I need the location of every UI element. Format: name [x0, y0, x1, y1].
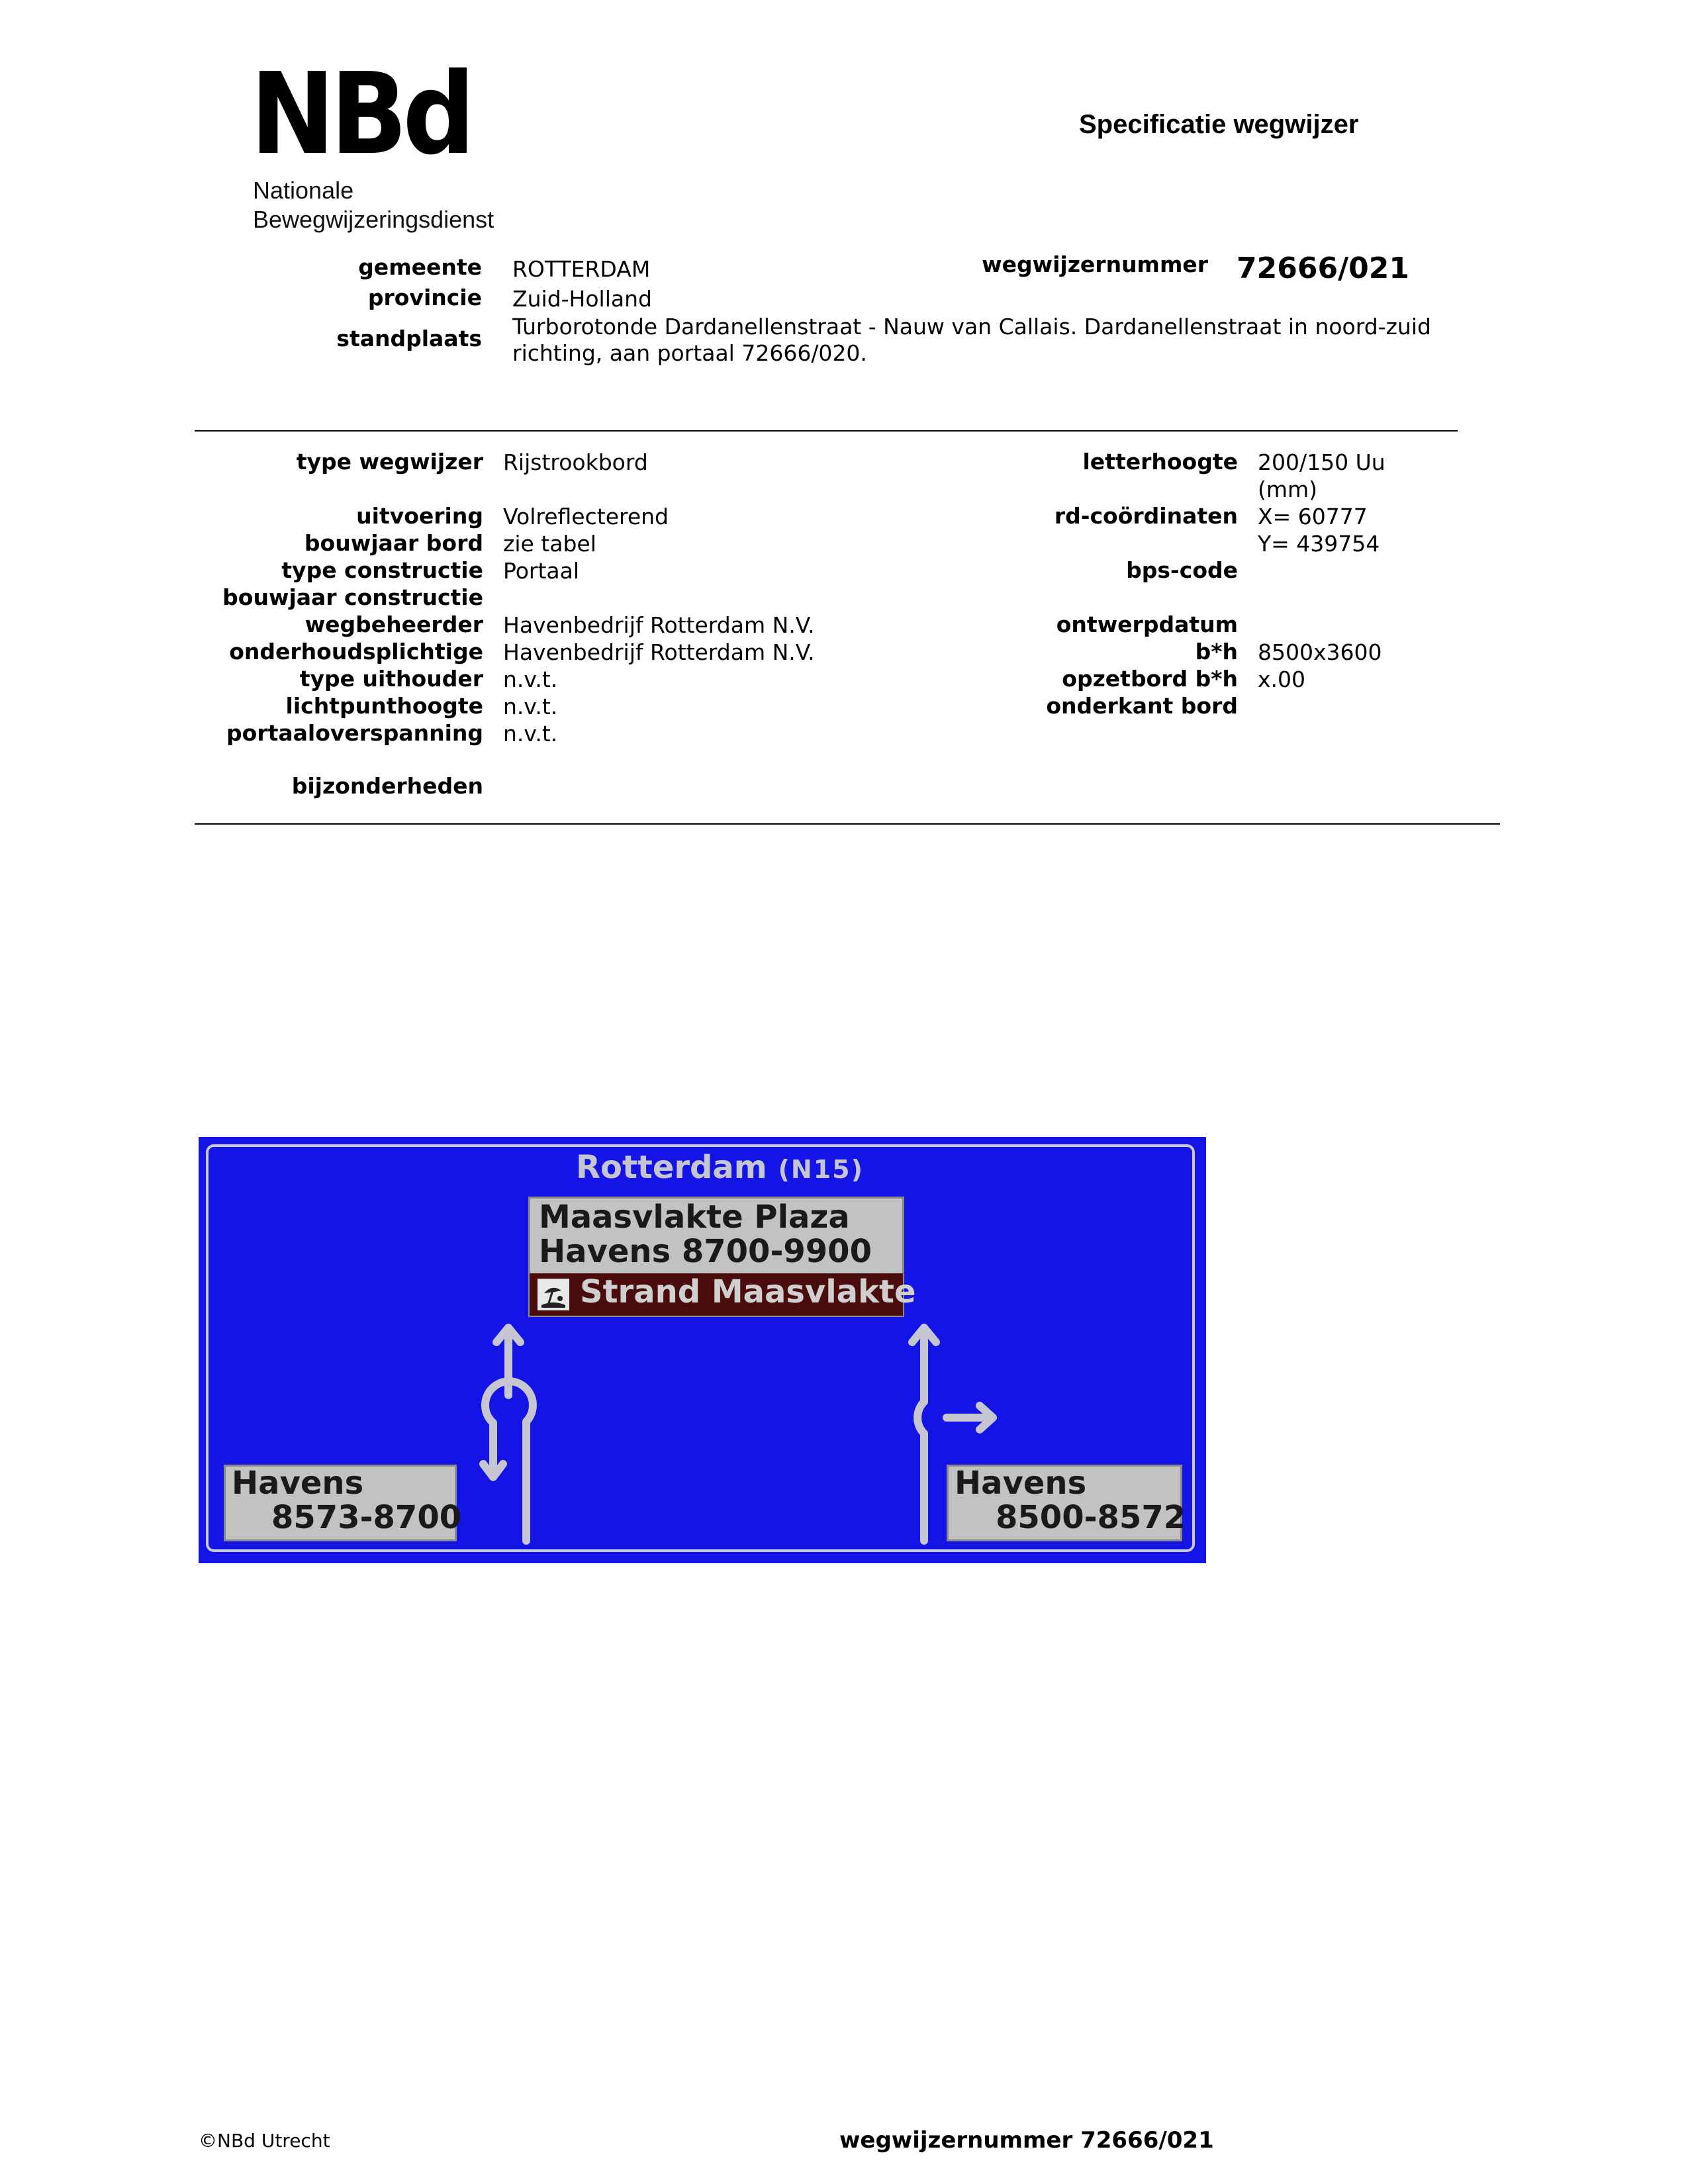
spec-left-label: lichtpunthoogte — [285, 693, 483, 719]
logo-subtitle — [253, 176, 494, 234]
spec-right-label: opzetbord b*h — [1062, 666, 1238, 692]
spec-left-label: bouwjaar constructie — [222, 584, 483, 610]
spec-left-label: wegbeheerder — [305, 612, 483, 637]
wegwijzernummer-label: wegwijzernummer — [982, 251, 1208, 277]
footer-copyright: ©NBd Utrecht — [199, 2130, 330, 2152]
spec-right-value: x.00 — [1258, 666, 1306, 692]
spec-left-label: onderhoudsplichtige — [229, 639, 483, 664]
spec-left-value: Volreflecterend — [503, 504, 669, 529]
standplaats-label: standplaats — [336, 326, 482, 351]
standplaats-value-line-2: richting, aan portaal 72666/020. — [512, 340, 867, 366]
logo-line-1: Nationale — [253, 177, 354, 204]
sign-center-line-2: Havens 8700-9900 — [539, 1233, 872, 1270]
nbd-logo: NBd — [250, 49, 471, 180]
sign-left-line-2: 8573-8700 — [271, 1499, 462, 1536]
sign-top-route: (N15) — [778, 1155, 864, 1184]
sign-top-city: Rotterdam — [576, 1149, 767, 1186]
spec-left-label: bouwjaar bord — [304, 530, 483, 556]
footer-wegwijzernummer: wegwijzernummer 72666/021 — [839, 2127, 1214, 2154]
standplaats-value-line-1: Turborotonde Dardanellenstraat - Nauw van Callais. Dardanellenstraat in noord-zuid — [512, 314, 1431, 340]
spec-right-label: ontwerpdatum — [1056, 612, 1238, 637]
sign-right-line-1: Havens — [955, 1465, 1087, 1502]
spec-left-label: uitvoering — [356, 503, 483, 529]
spec-right-value-2: Y= 439754 — [1258, 531, 1380, 557]
sign-left-line-1: Havens — [232, 1465, 364, 1502]
spec-left-label: type uithouder — [299, 666, 483, 692]
spec-left-label: type wegwijzer — [296, 449, 483, 475]
divider-top — [195, 430, 1458, 432]
gemeente-value: ROTTERDAM — [512, 256, 651, 282]
sign-center-line-1: Maasvlakte Plaza — [539, 1199, 850, 1236]
spec-right-value: X= 60777 — [1258, 504, 1368, 529]
gemeente-label: gemeente — [358, 254, 482, 280]
spec-left-value: n.v.t. — [503, 666, 558, 692]
spec-left-value: Rijstrookbord — [503, 449, 648, 475]
spec-left-label: portaaloverspanning — [226, 720, 483, 746]
spec-right-value-2: (mm) — [1258, 477, 1318, 502]
spec-left-label: bijzonderheden — [291, 773, 483, 799]
spec-right-value: 200/150 Uu — [1258, 449, 1385, 475]
spec-right-label: b*h — [1195, 639, 1238, 664]
sign-center-line-3: Strand Maasvlakte — [580, 1273, 916, 1310]
spec-left-label: type constructie — [281, 557, 483, 583]
spec-left-value: n.v.t. — [503, 721, 558, 747]
wegwijzernummer-value: 72666/021 — [1237, 251, 1409, 285]
provincie-value: Zuid-Holland — [512, 286, 652, 312]
spec-left-value: Portaal — [503, 558, 580, 584]
spec-right-label: onderkant bord — [1046, 693, 1238, 719]
spec-left-value: Havenbedrijf Rotterdam N.V. — [503, 639, 815, 665]
spec-left-value: zie tabel — [503, 531, 596, 557]
provincie-label: provincie — [367, 285, 482, 310]
document-title: Specificatie wegwijzer — [1079, 110, 1359, 139]
spec-left-value: Havenbedrijf Rotterdam N.V. — [503, 612, 815, 638]
logo-line-2: Bewegwijzeringsdienst — [253, 206, 494, 233]
sign-right-line-2: 8500-8572 — [996, 1499, 1186, 1536]
spec-right-label: rd-coördinaten — [1054, 503, 1238, 529]
spec-left-value: n.v.t. — [503, 694, 558, 719]
spec-right-value: 8500x3600 — [1258, 639, 1382, 665]
divider-bottom — [195, 823, 1500, 825]
spec-right-label: letterhoogte — [1082, 449, 1238, 475]
spec-right-label: bps-code — [1126, 557, 1238, 583]
